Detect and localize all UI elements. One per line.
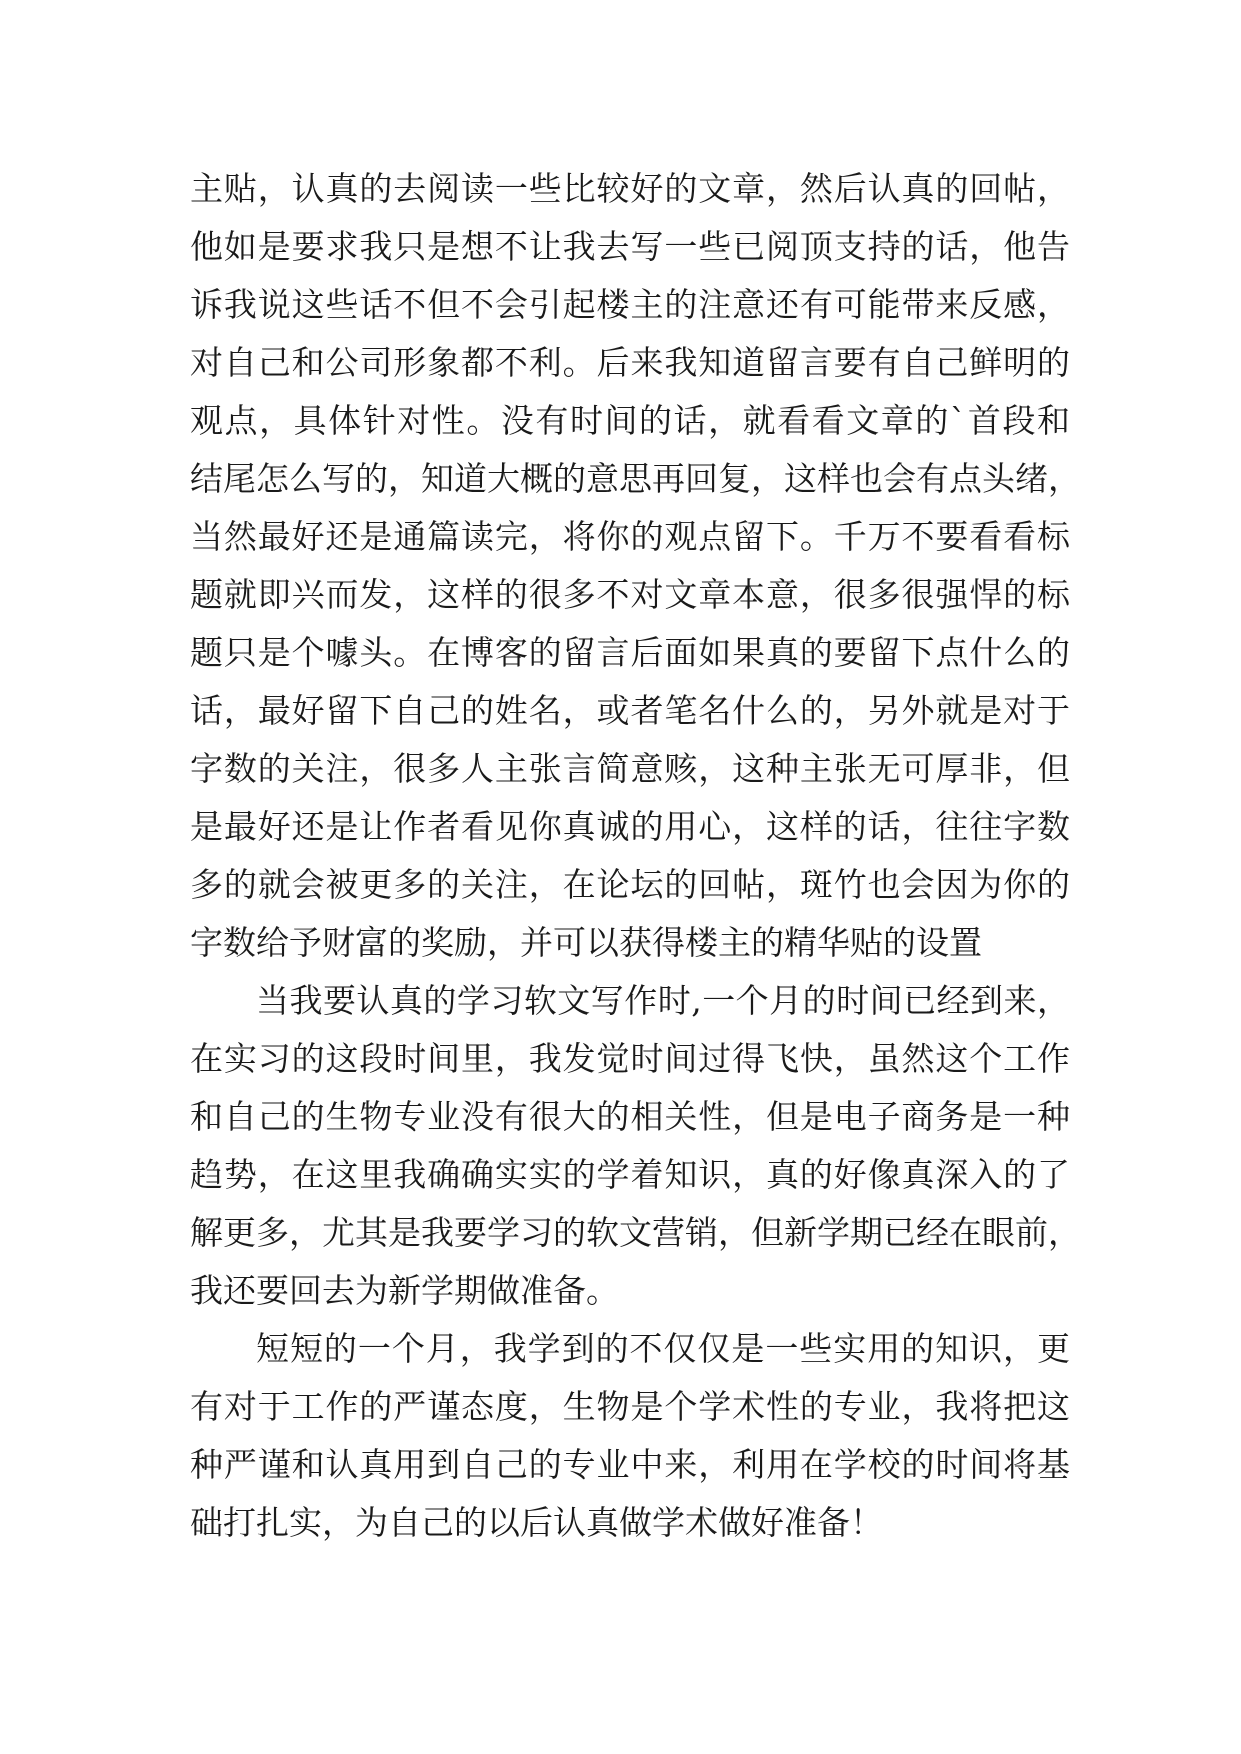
text-line: 结尾怎么写的，知道大概的意思再回复，这样也会有点头绪， <box>190 459 1081 498</box>
paragraph-2 <box>190 972 1081 1320</box>
text-line: 在实习的这段时间里，我发觉时间过得飞快，虽然这个工作 <box>190 1039 1070 1078</box>
text-line: 有对于工作的严谨态度，生物是个学术性的专业，我将把这 <box>190 1387 1070 1426</box>
text-line: 解更多，尤其是我要学习的软文营销，但新学期已经在眼前， <box>190 1213 1081 1252</box>
text-line: 当我要认真的学习软文写作时,一个月的时间已经到来， <box>256 981 1070 1020</box>
text-line: 话，最好留下自己的姓名，或者笔名什么的，另外就是对于 <box>190 691 1070 730</box>
text-line: 种严谨和认真用到自己的专业中来，利用在学校的时间将基 <box>190 1445 1070 1484</box>
text-line: 我还要回去为新学期做准备。 <box>190 1271 619 1310</box>
text-line: 诉我说这些话不但不会引起楼主的注意还有可能带来反感， <box>190 285 1070 324</box>
paragraph-1 <box>190 160 1081 972</box>
text-line: 字数给予财富的奖励，并可以获得楼主的精华贴的设置 <box>190 923 982 962</box>
text-line: 多的就会被更多的关注，在论坛的回帖，斑竹也会因为你的 <box>190 865 1070 904</box>
text-line: 和自己的生物专业没有很大的相关性，但是电子商务是一种 <box>190 1097 1070 1136</box>
text-line: 础打扎实，为自己的以后认真做学术做好准备！ <box>190 1503 883 1542</box>
text-line: 对自己和公司形象都不利。后来我知道留言要有自己鲜明的 <box>190 343 1070 382</box>
text-line: 是最好还是让作者看见你真诚的用心，这样的话，往往字数 <box>190 807 1070 846</box>
text-line: 题只是个噱头。在博客的留言后面如果真的要留下点什么的 <box>190 633 1070 672</box>
text-line: 他如是要求我只是想不让我去写一些已阅顶支持的话，他告 <box>190 227 1070 266</box>
text-line: 趋势，在这里我确确实实的学着知识，真的好像真深入的了 <box>190 1155 1070 1194</box>
text-line: 当然最好还是通篇读完，将你的观点留下。千万不要看看标 <box>190 517 1070 556</box>
document-body <box>190 160 1081 1552</box>
paragraph-3 <box>190 1320 1070 1552</box>
text-line: 观点，具体针对性。没有时间的话，就看看文章的`首段和 <box>190 401 1070 440</box>
text-line: 主贴，认真的去阅读一些比较好的文章，然后认真的回帖， <box>190 169 1070 208</box>
text-line: 题就即兴而发，这样的很多不对文章本意，很多很强悍的标 <box>190 575 1070 614</box>
text-line: 短短的一个月，我学到的不仅仅是一些实用的知识，更 <box>256 1329 1070 1368</box>
text-line: 字数的关注，很多人主张言简意赅，这种主张无可厚非，但 <box>190 749 1070 788</box>
